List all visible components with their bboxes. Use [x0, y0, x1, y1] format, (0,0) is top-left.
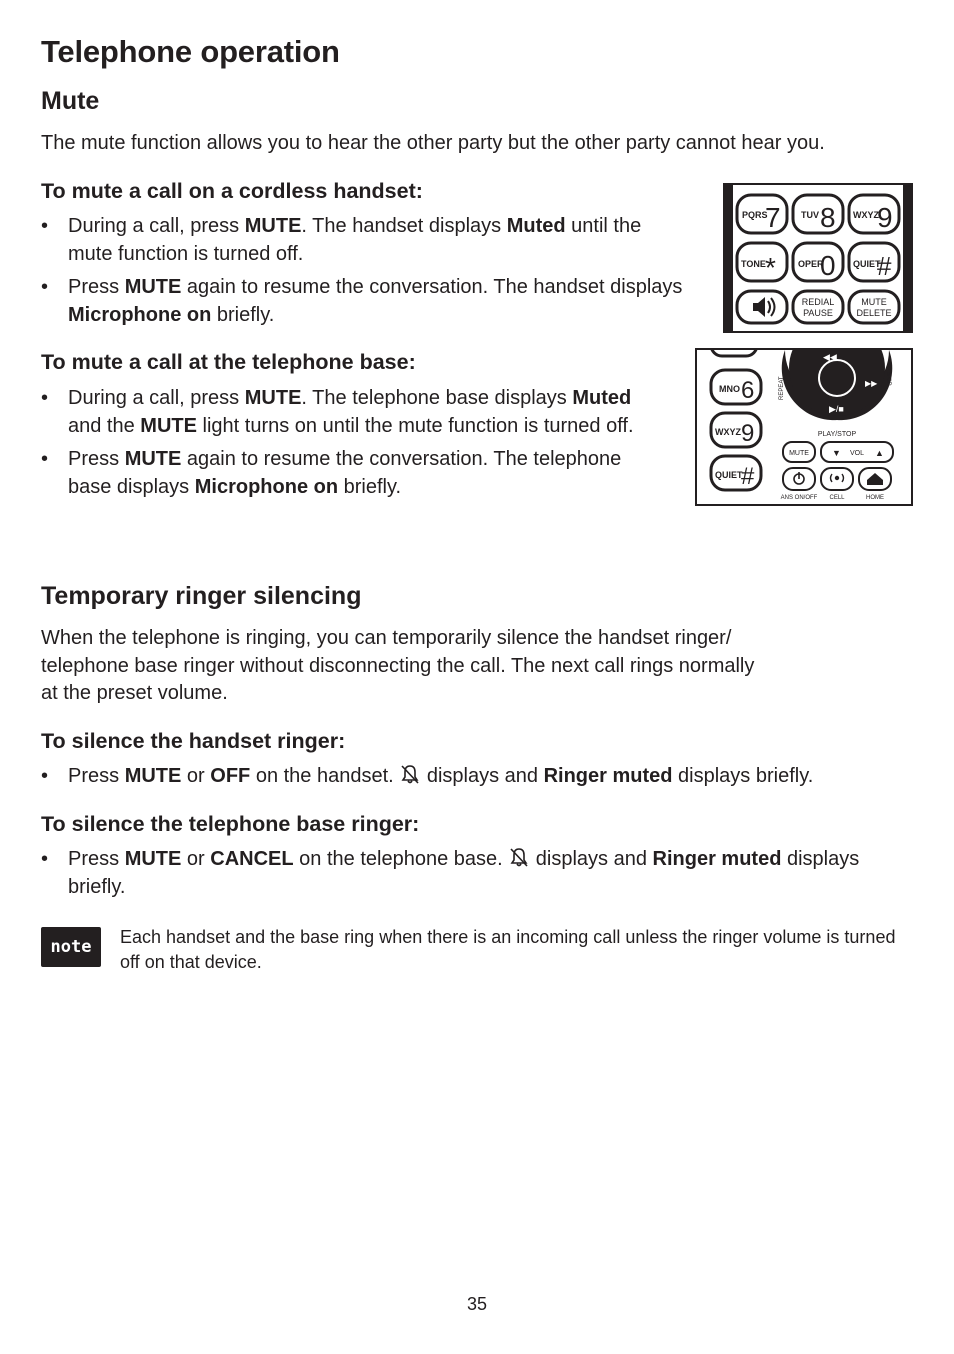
base-mute-button	[783, 442, 815, 462]
svg-text:CELL: CELL	[829, 495, 845, 501]
handset-ringer-heading: To silence the handset ringer:	[41, 729, 346, 753]
svg-text:▶▶: ▶▶	[865, 379, 878, 388]
svg-text:TONE: TONE	[741, 259, 766, 269]
svg-text:MUTE: MUTE	[861, 297, 887, 307]
svg-text:DELETE: DELETE	[856, 308, 892, 318]
key-8	[793, 195, 843, 233]
svg-text:8: 8	[820, 202, 836, 233]
svg-text:QUIET: QUIET	[715, 470, 743, 480]
cell-button	[821, 468, 853, 490]
svg-text:PLAY/STOP: PLAY/STOP	[817, 431, 857, 438]
svg-text:MNO: MNO	[719, 384, 740, 394]
svg-text:9: 9	[877, 202, 893, 233]
key-9	[711, 413, 761, 447]
key-star	[737, 243, 787, 283]
svg-text:#: #	[877, 251, 892, 281]
key-mute-delete	[849, 291, 899, 323]
list-item: • Press MUTE again to resume the conversation. The telephone base displays Microphone on briefly.	[41, 446, 666, 501]
svg-text:ANS ON/OFF: ANS ON/OFF	[780, 495, 818, 501]
base-panel-drawing	[697, 350, 911, 504]
handset-mute-heading: To mute a call on a cordless handset:	[41, 179, 423, 203]
svg-text:VOL: VOL	[849, 450, 865, 457]
svg-text:TUV: TUV	[801, 210, 819, 220]
home-button	[859, 468, 891, 490]
note-text: Each handset and the base ring when there is an incoming call unless the ringer volume is turned off on that device.	[120, 927, 896, 972]
base-panel-illustration	[695, 348, 913, 506]
svg-text:0: 0	[820, 250, 836, 281]
base-mute-heading: To mute a call at the telephone base:	[41, 350, 416, 374]
svg-text:9: 9	[741, 420, 755, 447]
key-hash	[849, 243, 899, 281]
key-redial-pause	[793, 291, 843, 323]
bell-off-icon	[399, 763, 421, 785]
note-badge: note	[41, 927, 101, 967]
ringer-heading: Temporary ringer silencing	[41, 582, 362, 610]
svg-text:6: 6	[741, 377, 755, 404]
handset-ringer-list	[41, 763, 931, 797]
playback-dial	[779, 350, 892, 420]
key-6	[711, 370, 761, 404]
svg-text:*: *	[765, 252, 776, 283]
svg-text:▲: ▲	[875, 448, 884, 458]
svg-text:▼: ▼	[832, 448, 841, 458]
svg-text:WXYZ: WXYZ	[853, 210, 879, 220]
handset-mute-list	[41, 213, 691, 335]
page-number: 35	[466, 1294, 488, 1314]
list-item: • During a call, press MUTE. The handset displays Muted until the mute function is turned off.	[41, 213, 691, 268]
svg-text:7: 7	[765, 202, 781, 233]
svg-text:PAUSE: PAUSE	[803, 308, 833, 318]
mute-intro: The mute function allows you to hear the other party but the other party cannot hear you.	[41, 132, 825, 154]
ringer-intro: When the telephone is ringing, you can temporarily silence the handset ringer/ telephone base ringer without disconnecting the call. The next call rings normally at the preset volume.	[41, 627, 755, 704]
handset-keypad-illustration	[723, 183, 913, 333]
key-hash	[711, 456, 761, 490]
svg-text:OPER: OPER	[798, 259, 824, 269]
svg-text:REDIAL: REDIAL	[801, 297, 835, 307]
base-ringer-heading: To silence the telephone base ringer:	[41, 812, 420, 836]
svg-text:◀◀: ◀◀	[823, 352, 837, 362]
base-ringer-list	[41, 846, 911, 907]
svg-text:PQRS: PQRS	[742, 210, 768, 220]
volume-rocker	[821, 442, 893, 462]
mute-heading: Mute	[41, 87, 100, 115]
list-item: • During a call, press MUTE. The telephone base displays Muted and the MUTE light turns on until the mute function is turned off.	[41, 385, 666, 440]
svg-text:MUTE: MUTE	[789, 450, 809, 457]
bell-off-icon	[508, 846, 530, 868]
base-mute-list	[41, 385, 666, 507]
key-0	[793, 243, 843, 281]
svg-text:SKIP: SKIP	[885, 372, 891, 386]
svg-text:QUIET: QUIET	[853, 259, 881, 269]
svg-text:WXYZ: WXYZ	[715, 427, 741, 437]
play-stop-icon: ▶/■	[829, 404, 844, 414]
page-title: Telephone operation	[41, 34, 340, 69]
handset-keypad-drawing	[725, 185, 911, 331]
svg-text:REPEAT: REPEAT	[779, 376, 785, 400]
list-item: • Press MUTE or CANCEL on the telephone base. displays and Ringer muted displays briefly.	[41, 846, 911, 901]
svg-text:HOME: HOME	[866, 495, 884, 501]
svg-text:#: #	[741, 463, 755, 490]
list-item: • Press MUTE or OFF on the handset. displays and Ringer muted displays briefly.	[41, 763, 931, 791]
key-speaker	[737, 291, 787, 323]
key-7	[737, 195, 787, 233]
list-item: • Press MUTE again to resume the conversation. The handset displays Microphone on briefly.	[41, 274, 691, 329]
key-9	[849, 195, 899, 233]
ans-onoff-button	[783, 468, 815, 490]
